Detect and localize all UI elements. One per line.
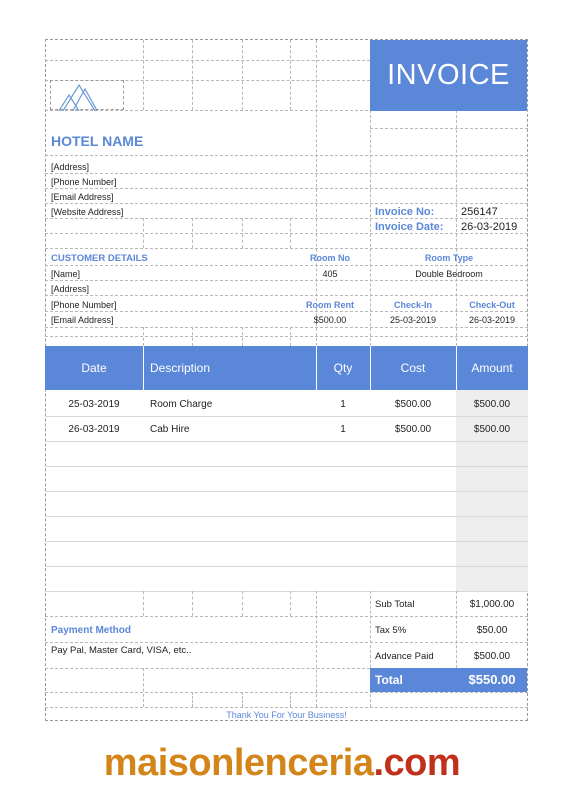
grid-line <box>290 692 291 707</box>
grid-line <box>242 218 243 248</box>
hotel-address: [Address] <box>51 162 90 172</box>
subtotal-label: Sub Total <box>375 599 415 610</box>
room-type: Double Bedroom <box>415 269 483 279</box>
grid-line <box>192 692 193 707</box>
grid-line <box>290 327 291 346</box>
hotel-phone: [Phone Number] <box>51 177 117 187</box>
grid-line <box>45 692 528 693</box>
row-description: Cab Hire <box>150 424 190 435</box>
row-divider <box>45 416 528 417</box>
payment-method-heading: Payment Method <box>51 625 132 636</box>
advance-paid-label: Advance Paid <box>375 651 434 662</box>
col-header-amount: Amount <box>471 361 513 375</box>
col-header-description: Description <box>150 361 211 375</box>
grid-line <box>242 692 243 707</box>
invoice-date: 26-03-2019 <box>461 221 518 233</box>
row-date: 25-03-2019 <box>68 399 120 410</box>
watermark-name: maisonlenceria <box>103 742 374 784</box>
row-amount: $500.00 <box>473 399 511 410</box>
total-label: Total <box>375 673 403 687</box>
customer-heading: CUSTOMER DETAILS <box>51 253 148 264</box>
grid-line <box>242 327 243 346</box>
invoice-date-label: Invoice Date: <box>375 221 444 233</box>
room-rent-label: Room Rent <box>306 300 354 310</box>
col-header-qty: Qty <box>333 361 353 375</box>
row-divider <box>45 441 528 442</box>
customer-address: [Address] <box>51 284 90 294</box>
room-no-label: Room No <box>310 253 350 263</box>
header-divider <box>143 346 144 390</box>
total-value: $550.00 <box>468 672 516 687</box>
invoice-number-label: Invoice No: <box>375 206 435 218</box>
tax-label: Tax 5% <box>375 625 407 636</box>
row-date: 26-03-2019 <box>68 424 120 435</box>
room-type-label: Room Type <box>424 253 474 263</box>
grid-line <box>290 218 291 248</box>
row-qty: 1 <box>340 424 346 435</box>
grid-line <box>242 40 243 110</box>
mountain-triangles-icon <box>51 81 125 111</box>
checkin-date: 25-03-2019 <box>389 315 437 325</box>
row-cost: $500.00 <box>394 424 432 435</box>
row-divider <box>45 466 528 467</box>
col-header-date: Date <box>81 361 107 375</box>
row-description: Room Charge <box>150 399 213 410</box>
grid-line <box>143 218 144 248</box>
grid-line <box>192 327 193 346</box>
customer-phone: [Phone Number] <box>51 300 117 310</box>
col-header-cost: Cost <box>400 361 426 375</box>
room-no: 405 <box>322 269 338 279</box>
grid-line <box>242 591 243 616</box>
row-amount: $500.00 <box>473 424 511 435</box>
grid-line <box>45 707 528 708</box>
customer-email: [Email Address] <box>51 315 114 325</box>
grid-line <box>143 591 144 616</box>
checkout-label: Check-Out <box>469 300 515 310</box>
grid-line <box>143 668 144 707</box>
checkout-date: 26-03-2019 <box>468 315 516 325</box>
grid-line <box>370 110 371 346</box>
row-divider <box>45 516 528 517</box>
grid-line <box>45 668 370 669</box>
hotel-website: [Website Address] <box>51 207 124 217</box>
row-divider <box>45 491 528 492</box>
grid-line <box>192 591 193 616</box>
thank-you-note: Thank You For Your Business! <box>226 710 347 720</box>
payment-methods: Pay Pal, Master Card, VISA, etc.. <box>51 645 192 656</box>
grid-line <box>370 128 528 129</box>
grid-line <box>143 40 144 110</box>
grid-line <box>143 327 144 346</box>
hotel-name: HOTEL NAME <box>51 133 144 149</box>
invoice-number: 256147 <box>461 206 498 218</box>
row-qty: 1 <box>340 399 346 410</box>
room-rent: $500.00 <box>313 315 347 325</box>
tax-value: $50.00 <box>476 625 508 636</box>
checkin-label: Check-In <box>393 300 432 310</box>
grid-line <box>316 591 317 707</box>
watermark-tld: .com <box>373 742 461 784</box>
watermark <box>0 742 564 785</box>
row-divider <box>45 566 528 567</box>
invoice-title: INVOICE <box>370 40 527 111</box>
row-cost: $500.00 <box>394 399 432 410</box>
advance-paid-value: $500.00 <box>473 651 511 662</box>
subtotal-value: $1,000.00 <box>469 599 515 610</box>
grid-line <box>45 60 370 61</box>
customer-name: [Name] <box>51 269 81 279</box>
hotel-email: [Email Address] <box>51 192 114 202</box>
row-divider <box>45 541 528 542</box>
logo <box>50 80 124 110</box>
grid-line <box>290 591 291 616</box>
grid-line <box>290 40 291 110</box>
grid-line <box>192 218 193 248</box>
grid-line <box>192 40 193 110</box>
grid-line <box>456 110 457 346</box>
